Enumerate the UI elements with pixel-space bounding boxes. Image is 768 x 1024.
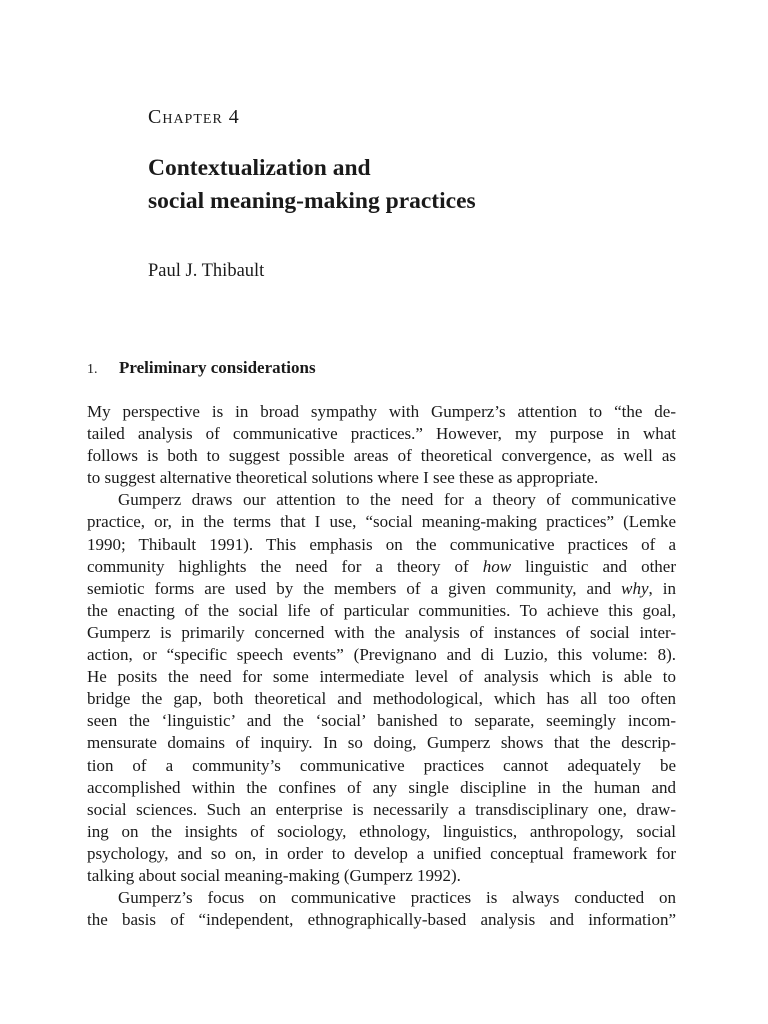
section-number: 1.	[87, 362, 98, 377]
text-line: seen the ‘linguistic’ and the ‘social’ banished to separate, seemingly incom-	[87, 711, 676, 731]
text-line: social sciences. Such an enterprise is necessarily a transdisciplinary one, draw-	[87, 799, 676, 819]
text-line: Gumperz is primarily concerned with the analysis of instances of social inter-	[87, 622, 676, 642]
text-line: to suggest alternative theoretical solutions where I see these as appropriate.	[87, 468, 599, 488]
text-line: ing on the insights of sociology, ethnology, linguistics, anthropology, social	[87, 821, 676, 841]
text-line: action, or “specific speech events” (Prevignano and di Luzio, this volume: 8).	[87, 645, 676, 665]
emphasis-how: how	[482, 556, 512, 576]
text-line	[87, 556, 676, 578]
chapter-author: Paul J. Thibault	[148, 261, 265, 281]
text-segment: , in	[648, 578, 676, 598]
text-line: accomplished within the confines of any single discipline in the human and	[87, 777, 676, 797]
chapter-title	[148, 152, 476, 218]
chapter-title-line-2: social meaning-making practices	[148, 188, 476, 214]
emphasis-why: why	[621, 578, 649, 598]
section-heading	[87, 358, 316, 378]
text-line: bridge the gap, both theoretical and methodological, which has all too often	[87, 689, 676, 709]
text-segment: semiotic forms are used by the members of a given community, and	[87, 578, 612, 598]
text-line: follows is both to suggest possible areas of theoretical convergence, as well as	[87, 446, 676, 466]
text-line: psychology, and so on, in order to develop a unified conceptual framework for	[87, 843, 676, 863]
text-line: practice, or, in the terms that I use, “social meaning-making practices” (Lemke	[87, 512, 676, 532]
text-line: tion of a community’s communicative practices cannot adequately be	[87, 755, 676, 775]
text-line: Gumperz draws our attention to the need for a theory of communicative	[118, 490, 676, 510]
text-line: the basis of “independent, ethnographically-based analysis and information”	[87, 910, 676, 930]
text-line: talking about social meaning-making (Gumperz 1992).	[87, 865, 461, 885]
section-title: Preliminary considerations	[119, 358, 316, 377]
text-line: He posits the need for some intermediate level of analysis which is able to	[87, 667, 676, 687]
text-segment: community highlights the need for a theory of	[87, 556, 469, 576]
text-line: My perspective is in broad sympathy with Gumperz’s attention to “the de-	[87, 402, 676, 421]
text-line: 1990; Thibault 1991). This emphasis on the communicative practices of a	[87, 534, 676, 554]
chapter-title-line-1: Contextualization and	[148, 155, 371, 181]
text-line	[87, 578, 676, 600]
chapter-label: Chapter 4	[148, 106, 240, 128]
text-segment: linguistic and other	[525, 556, 676, 576]
text-line: mensurate domains of inquiry. In so doing, Gumperz shows that the descrip-	[87, 733, 676, 753]
text-line: Gumperz’s focus on communicative practices is always conducted on	[118, 888, 676, 908]
body-text	[87, 401, 676, 931]
text-line: the enacting of the social life of particular communities. To achieve this goal,	[87, 600, 676, 620]
text-line: tailed analysis of communicative practices.” However, my purpose in what	[87, 424, 676, 444]
